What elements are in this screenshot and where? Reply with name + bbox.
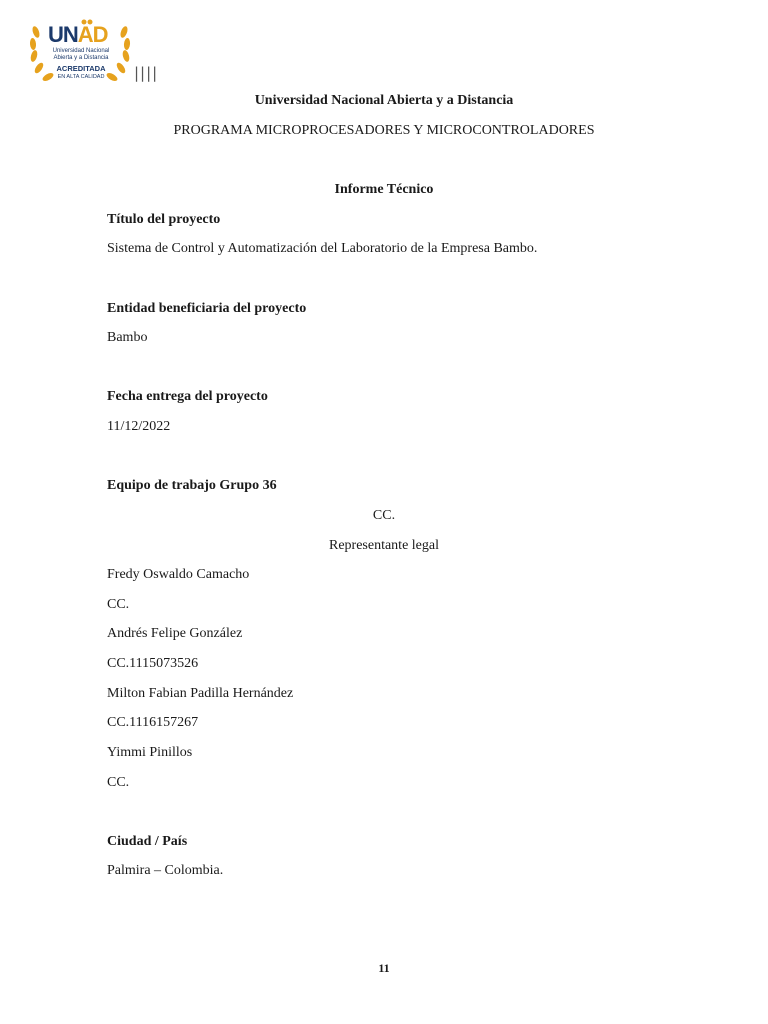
list-item: Fredy Oswaldo Camacho bbox=[107, 567, 250, 582]
project-title-value: Sistema de Control y Automatización del Laboratorio de la Empresa Bambo. bbox=[107, 241, 538, 256]
date-label: Fecha entrega del proyecto bbox=[107, 389, 268, 404]
program-name: PROGRAMA MICROPROCESADORES Y MICROCONTROLADORES bbox=[173, 123, 595, 138]
logo-subtitle: Universidad Nacional Abierta y a Distancia bbox=[52, 48, 110, 61]
list-item: CC.1115073526 bbox=[107, 656, 199, 671]
city-label: Ciudad / País bbox=[107, 834, 188, 849]
city-value: Palmira – Colombia. bbox=[107, 863, 224, 878]
project-title-label: Título del proyecto bbox=[107, 212, 221, 227]
entity-value: Bambo bbox=[107, 330, 148, 345]
list-item: Yimmi Pinillos bbox=[107, 745, 193, 760]
logo-accreditation: ACREDITADA bbox=[56, 64, 106, 73]
team-label: Equipo de trabajo Grupo 36 bbox=[107, 478, 277, 493]
team-role: Representante legal bbox=[328, 538, 439, 553]
list-item: CC. bbox=[107, 597, 130, 612]
logo-accreditation-sub: EN ALTA CALIDAD bbox=[57, 74, 105, 80]
university-name: Universidad Nacional Abierta y a Distancia bbox=[254, 93, 514, 108]
logo-bars: |||| bbox=[134, 64, 159, 82]
list-item: CC.1116157267 bbox=[107, 715, 199, 730]
entity-label: Entidad beneficiaria del proyecto bbox=[107, 301, 307, 316]
team-cc: CC. bbox=[372, 508, 396, 523]
list-item: CC. bbox=[107, 775, 130, 790]
date-value: 11/12/2022 bbox=[107, 419, 171, 434]
list-item: Milton Fabian Padilla Hernández bbox=[107, 686, 294, 701]
report-heading: Informe Técnico bbox=[334, 182, 434, 197]
list-item: Andrés Felipe González bbox=[107, 626, 243, 641]
logo-wordmark: UNAD bbox=[48, 22, 108, 47]
unad-logo bbox=[28, 18, 159, 88]
page-number: 11 bbox=[378, 961, 390, 975]
